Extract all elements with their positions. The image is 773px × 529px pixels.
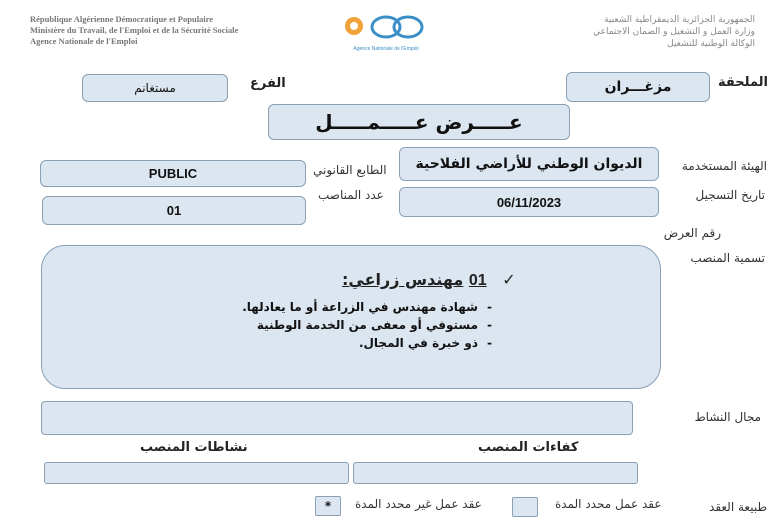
- contract-label: طبيعة العقد: [709, 500, 767, 514]
- branch-value: مستغانم: [134, 81, 176, 95]
- position-heading-text: مهندس زراعي:: [342, 270, 464, 289]
- requirement-item: - مستوفي أو معفى من الخدمة الوطنية: [242, 316, 492, 334]
- employer-label: الهيئة المستخدمة: [681, 159, 767, 173]
- requirement-item: - ذو خبرة في المجال.: [242, 334, 492, 352]
- header-ar-line: الوكالة الوطنية للتشغيل: [667, 39, 755, 49]
- branch-field: [82, 74, 228, 102]
- position-activities-label: نشاطات المنصب: [140, 440, 248, 455]
- logo-caption: Agence Nationale de l'Emploi: [353, 46, 419, 52]
- header-ar-line: وزارة العمل و التشغيل و الضمان الاجتماعي: [593, 27, 755, 37]
- legal-status-field: [40, 160, 306, 187]
- header-fr-line: Ministère du Travail, de l'Emploi et de la Sécurité Sociale: [30, 25, 239, 35]
- agency-logo: [340, 12, 432, 52]
- employer-value: الديوان الوطني للأراضي الفلاحية: [415, 156, 643, 172]
- branch-label: الفرع: [250, 76, 286, 91]
- registration-date-label: تاريخ التسجيل: [695, 188, 765, 202]
- header-ar-line: الجمهورية الجزائرية الديمقراطية الشعبية: [604, 15, 755, 25]
- offer-number-label: رقم العرض: [663, 226, 721, 240]
- check-icon: ✓: [502, 270, 516, 289]
- annex-value: مزغـــران: [604, 79, 672, 95]
- position-activities-field: [44, 462, 349, 484]
- positions-count-field: [42, 196, 306, 225]
- contract-fixed-checkbox[interactable]: [512, 497, 538, 517]
- document-title-text: عـــــرض عـــــمـــــل: [315, 110, 523, 134]
- position-skills-label: كفاءات المنصب: [478, 440, 579, 455]
- positions-count-label: عدد المناصب: [318, 188, 384, 202]
- activity-field-label: مجال النشاط: [694, 410, 761, 424]
- position-heading: [342, 270, 516, 290]
- employer-field: [399, 147, 659, 181]
- requirements-list: [242, 298, 492, 352]
- contract-fixed-label: عقد عمل محدد المدة: [555, 497, 662, 511]
- position-title-field: [41, 245, 661, 389]
- header-fr: [30, 14, 300, 47]
- header-fr-line: Agence Nationale de l'Emploi: [30, 36, 138, 46]
- agency-logo-icon: [340, 12, 432, 42]
- positions-count-value: 01: [166, 203, 182, 218]
- annex-label: الملحقة: [718, 75, 768, 90]
- legal-status-label: الطابع القانوني: [313, 163, 387, 177]
- contract-unlimited-mark: *: [324, 499, 332, 513]
- position-heading-number: 01: [468, 272, 487, 289]
- legal-status-value: PUBLIC: [148, 166, 198, 181]
- contract-unlimited-checkbox[interactable]: [315, 496, 341, 516]
- position-title-label: تسمية المنصب: [690, 251, 765, 265]
- header-fr-line: République Algérienne Démocratique et Populaire: [30, 14, 214, 24]
- activity-field: [41, 401, 633, 435]
- document-title: [268, 104, 570, 140]
- contract-unlimited-label: عقد عمل غير محدد المدة: [355, 497, 482, 511]
- registration-date-value: 06/11/2023: [496, 194, 562, 210]
- header-ar: [455, 14, 755, 50]
- requirement-item: - شهادة مهندس في الزراعة أو ما يعادلها.: [242, 298, 492, 316]
- annex-field: [566, 72, 710, 102]
- position-skills-field: [353, 462, 638, 484]
- registration-date-field: [399, 187, 659, 217]
